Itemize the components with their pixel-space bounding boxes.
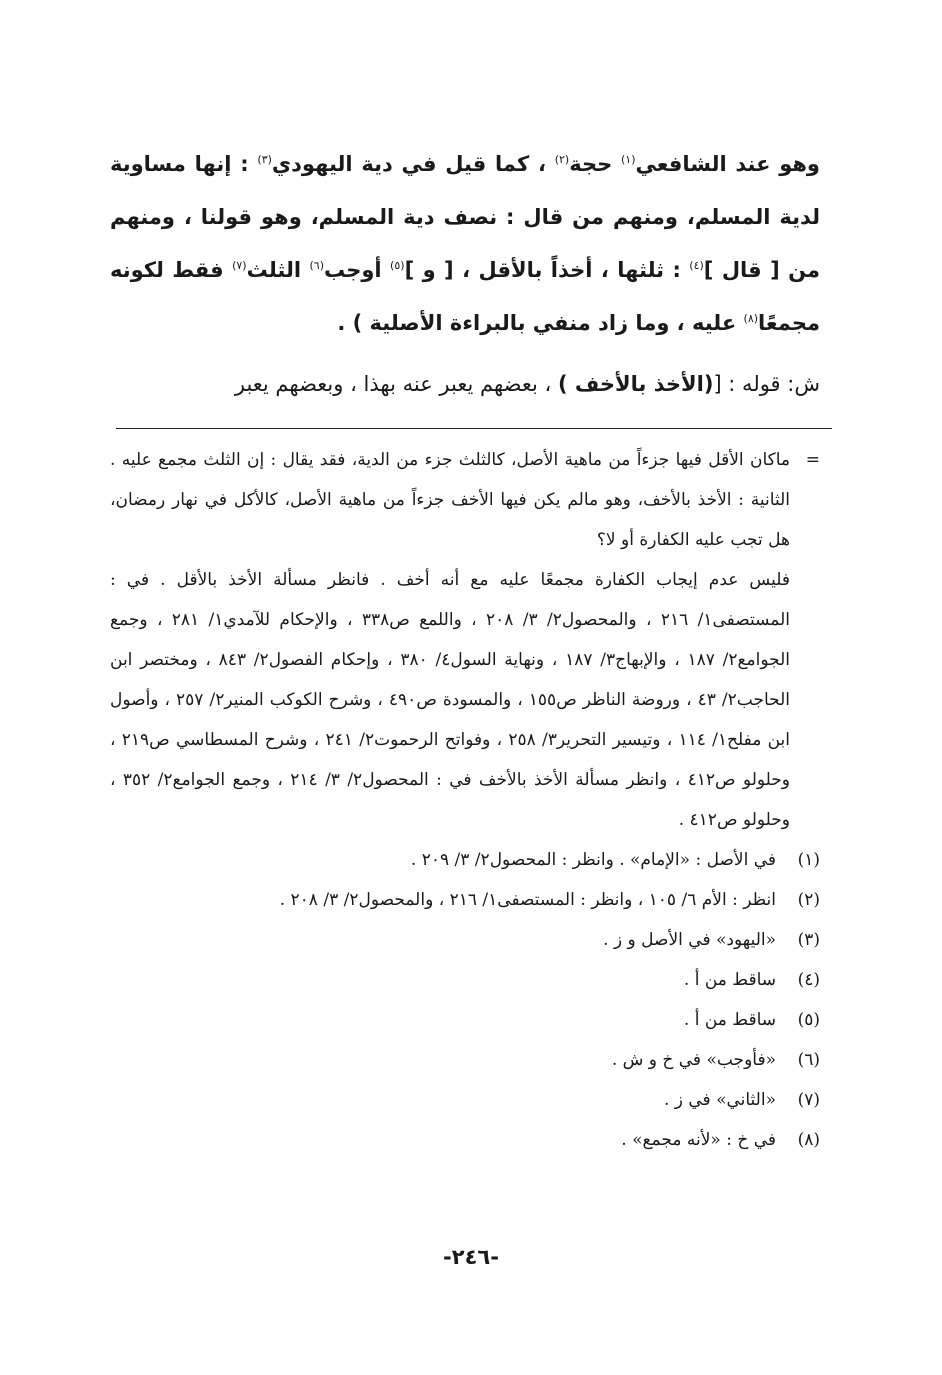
footnote-continuation-paragraph: ماكان الأقل فيها جزءاً من ماهية الأصل، كالثلث جزء من الدية، فقد يقال : إن الثلث مجمع عليه . الثانية : الأخذ بالأخف، وهو مالم يكن فيها الأخف جزءاً من ماهية الأصل، كالأكل في نهار رمضان، هل تجب عليه الكفارة أو لا؟ [110,450,790,550]
main-text-segment: : ثلثها ، أخذاً بالأقل ، [ و ] [404,258,690,282]
footnote-item [110,920,820,960]
footnote-number: (٢) [797,890,820,910]
main-text-segment: : إنها مساوية لدية المسلم، ومنهم من قال : نصف دية المسلم، وهو قولنا ، ومنهم من [ قال ] [110,152,821,282]
page-number: -٢٤٦- [443,1245,499,1269]
main-text-segment: وهو عند الشافعي [635,152,820,176]
footnote-continuation-paragraph: فليس عدم إيجاب الكفارة مجمعًا عليه مع أنه أخف . فانظر مسألة الأخذ بالأقل . في : المستصفى١/ ٢١٦ ، والمحصول٢/ ٣/ ٢٠٨ ، واللمع ص٣٣٨ ، والإحكام للآمدي١/ ٢٨١ ، وجمع الجوامع٢/ ١٨٧ ، والإبهاج٣/ ١٨٧ ، ونهاية السول٤/ ٣٨٠ ، وإحكام الفصول٢/ ٨٤٣ ، ومختصر ابن الحاجب٢/ ٤٣ ، وروضة الناظر ص١٥٥ ، والمسودة ص٤٩٠ ، وشرح الكوكب المنير٢/ ٢٥٧ ، وأصول ابن مفلح١/ ١١٤ ، وتيسير التحرير٣/ ٢٥٨ ، وفواتح الرحموت٢/ ٢٤١ ، وشرح المسطاسي ص٢١٩ ، وحلولو ص٤١٢ ، وانظر مسألة الأخذ بالأخف في : المحصول٢/ ٣/ ٢١٤ ، وجمع الجوامع٢/ ٣٥٢ ، وحلولو ص٤١٢ . [110,570,791,830]
commentary-text: ، بعضهم يعبر عنه بهذا ، وبعضهم يعبر [234,372,558,396]
footnote-text: «فأوجب» في خ و ش . [611,1050,776,1070]
footnote-item [110,1080,820,1120]
footnote-number: (١) [797,850,820,870]
main-text-segment: عليه ، وما زاد منفي بالبراءة الأصلية ) . [337,311,744,335]
footnote-ref-1: (١) [620,153,636,166]
footnote-ref-7: (٧) [232,259,247,272]
footnote-item [110,1040,820,1080]
footnote-text: انظر : الأم ٦/ ١٠٥ ، وانظر : المستصفى١/ ٢١٦ ، والمحصول٢/ ٣/ ٢٠٨ . [279,890,776,910]
footnote-text: في خ : «لأنه مجمع» . [621,1130,776,1150]
footnote-ref-8: (٨) [743,312,759,325]
footnote-number: (٤) [797,970,820,990]
commentary-term: (الأخذ بالأخف ) [557,372,714,396]
footnote-number: (٨) [797,1130,820,1150]
commentary-prefix: ش: قوله : [ [713,372,820,396]
footnote-item [110,1120,820,1160]
footnote-text: في الأصل : «الإمام» . وانظر : المحصول٢/ ٣/ ٢٠٩ . [410,850,776,870]
main-paragraph-1 [110,138,820,350]
footnote-ref-2: (٢) [554,153,570,166]
footnote-divider [116,428,832,430]
main-text-segment: ، كما قيل في دية اليهودي [271,152,555,176]
footnote-number: (٣) [797,930,820,950]
main-text-segment: حجة [569,152,621,176]
footnote-item [110,1000,820,1040]
footnote-text: «الثاني» في ز . [663,1090,776,1110]
main-text-segment: أوجب [324,258,391,282]
footnote-item [110,880,820,920]
footnote-ref-3: (٣) [257,153,272,166]
footnote-text: ساقط من أ . [683,970,776,990]
main-text [110,138,820,411]
footnote-ref-6: (٦) [309,259,324,272]
main-text-segment: الثلث [246,258,310,282]
footnote-item [110,960,820,1000]
footnotes [110,440,820,1160]
footnote-ref-5: (٥) [390,259,405,272]
footnote-continuation [110,440,820,840]
footnote-number: (٦) [797,1050,820,1070]
continuation-marker: = [805,450,820,470]
footnote-number: (٥) [797,1010,820,1030]
footnote-item [110,840,820,880]
footnote-text: ساقط من أ . [683,1010,776,1030]
footnote-number: (٧) [797,1090,820,1110]
footnote-text: «اليهود» في الأصل و ز . [603,930,776,950]
main-paragraph-2 [110,358,820,411]
footnote-ref-4: (٤) [689,259,704,272]
main-text-segment: فقط لكونه مجمعًا [110,258,820,335]
